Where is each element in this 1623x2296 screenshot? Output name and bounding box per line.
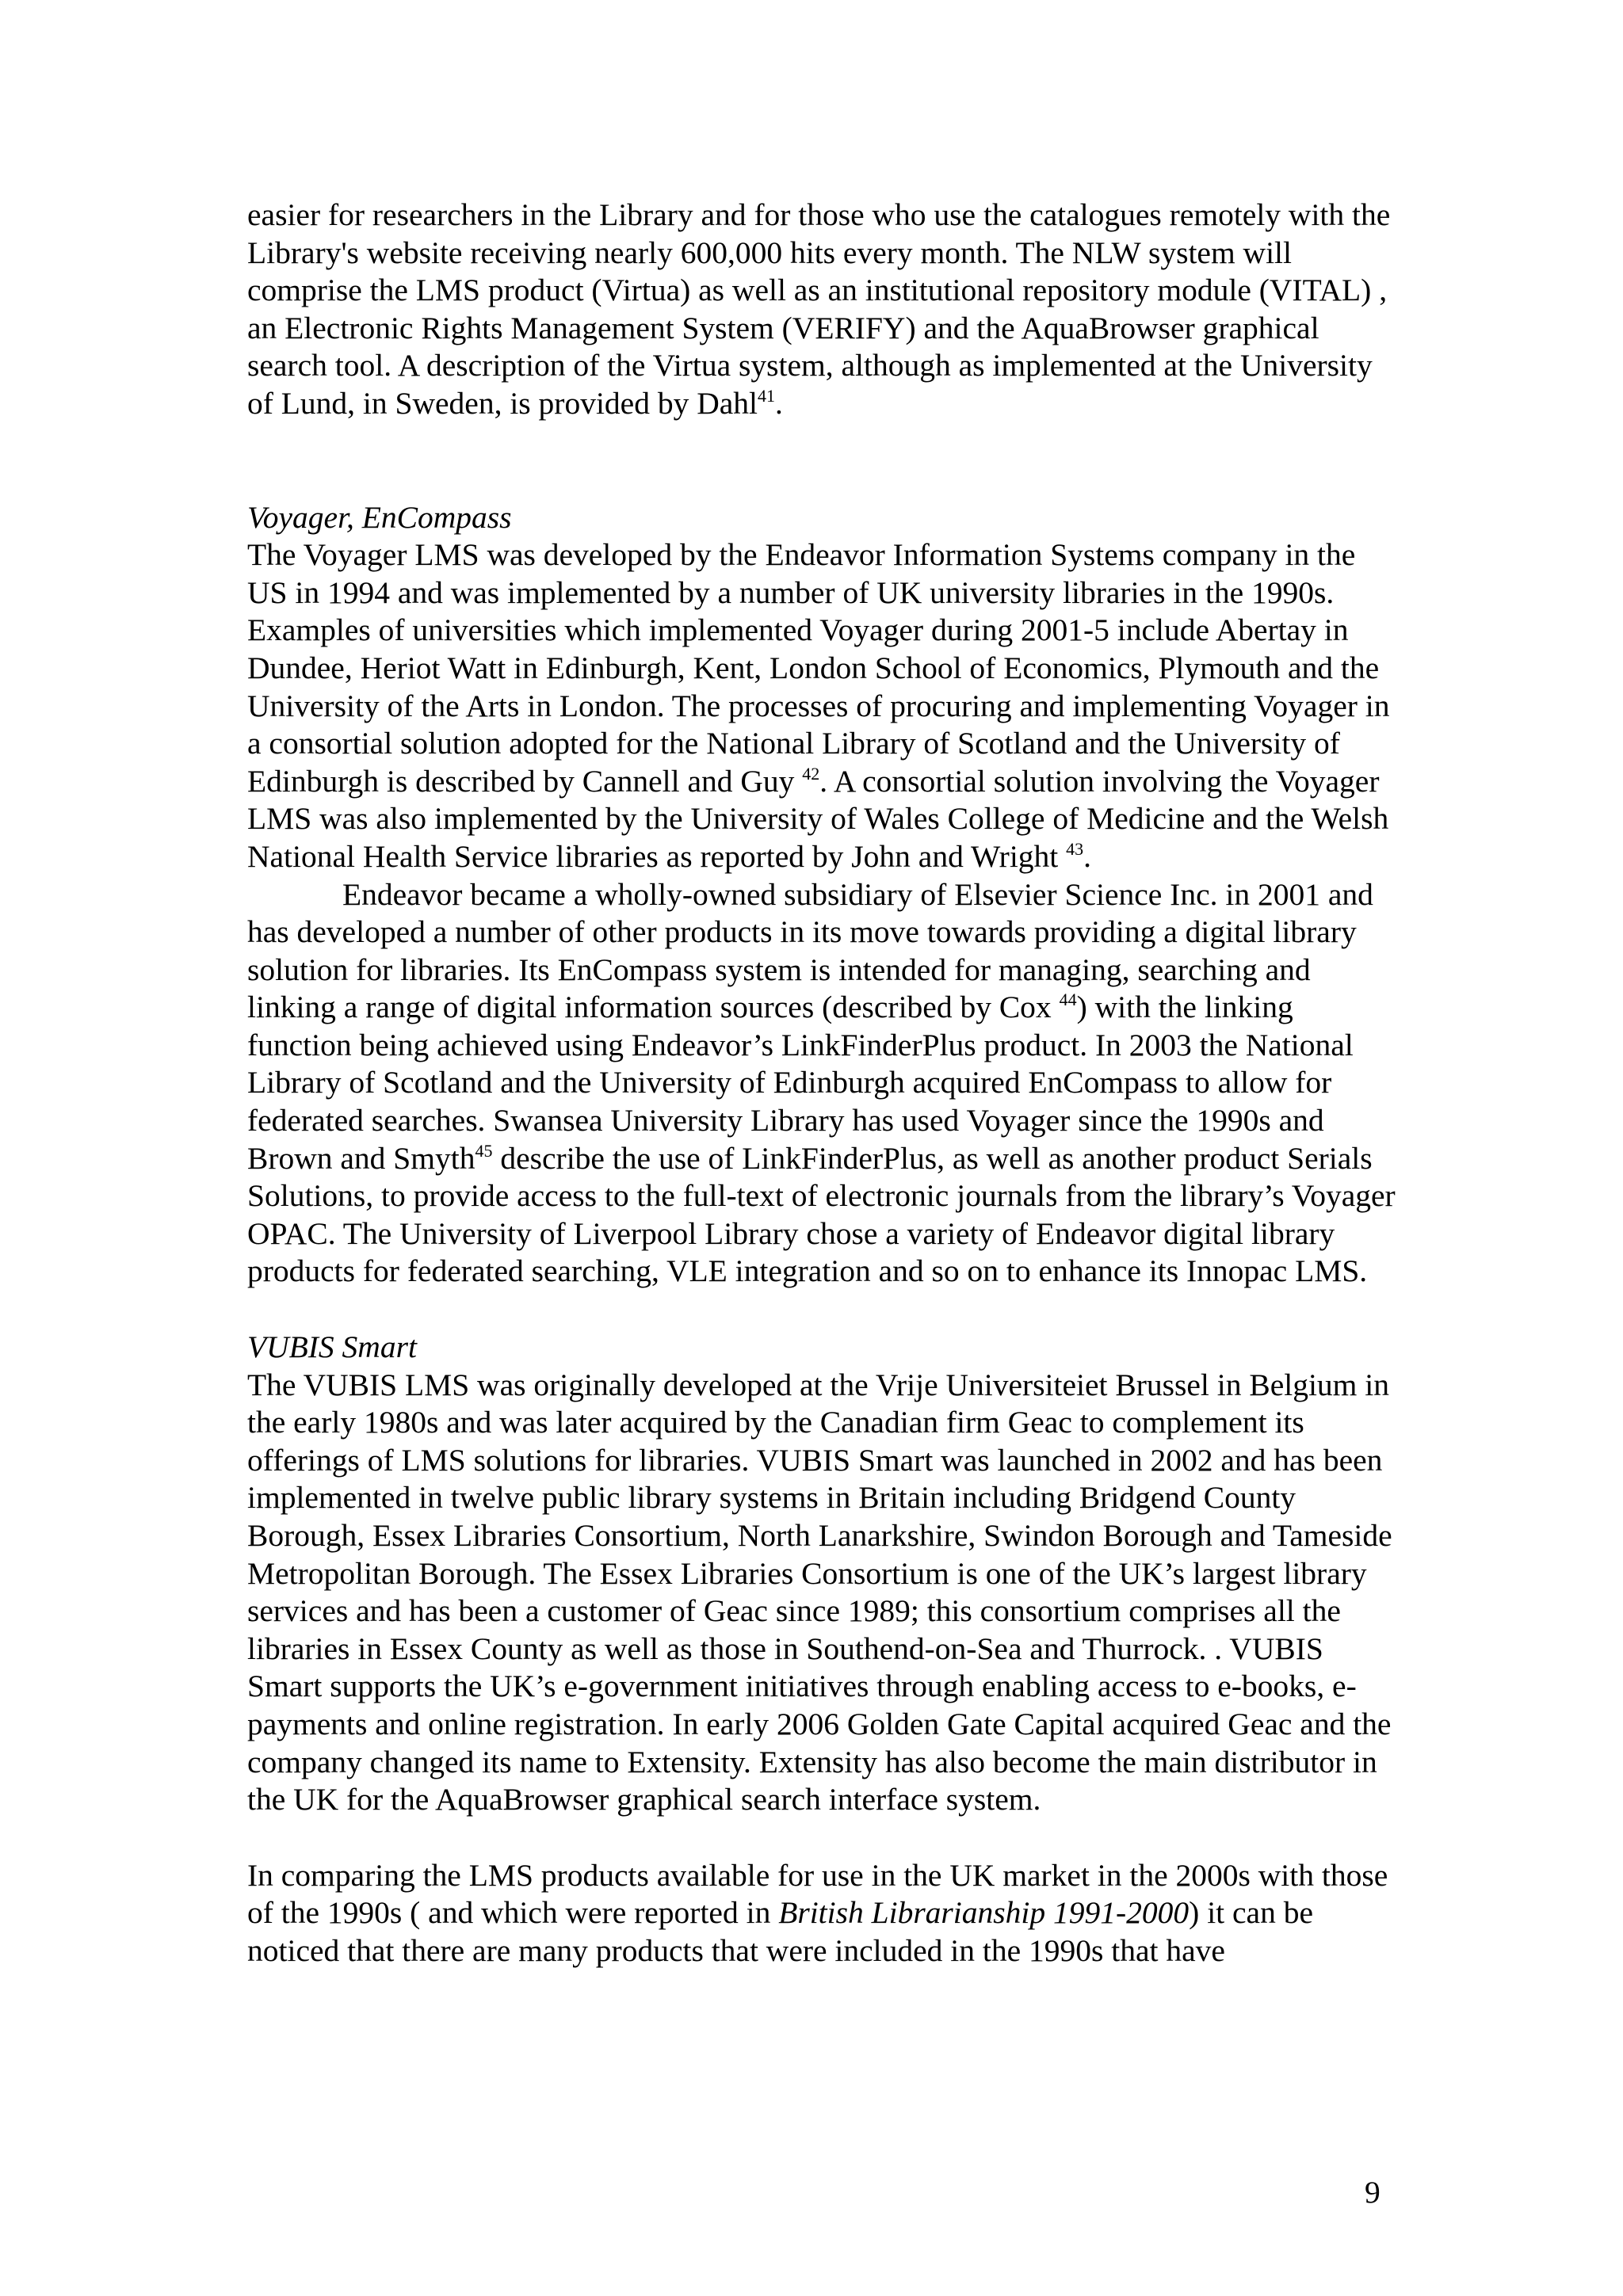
paragraph-nlw-system [247, 196, 1396, 423]
paragraph-text: describe the use of LinkFinderPlus, as well as another product Serials Solutions, to provide access to the full-text of electronic journals from the library’s Voyager OPAC. The University of Liverpool Library chose a variety of Endeavor digital library products for federated searching, VLE integration and so on to enhance its Innopac LMS. [247, 1140, 1396, 1289]
footnote-ref: 45 [475, 1140, 493, 1161]
spacer [247, 1291, 1396, 1329]
paragraph-text: ) with the linking function being achieved using Endeavor’s LinkFinderPlus product. In 2003 the National Library of Scotland and the University of Edinburgh acquired EnCompass to allow for federated searches. Swansea University Library has used Voyager since the 1990s and Brown and Smyth [247, 990, 1354, 1176]
paragraph-text: In comparing the LMS products available for use in the UK market in the 2000s with those of the 1990s ( and which were reported in [247, 1857, 1388, 1931]
paragraph-voyager [247, 536, 1396, 875]
footnote-ref: 43 [1066, 838, 1084, 859]
paragraph-text: The Voyager LMS was developed by the Endeavor Information Systems company in the US in 1994 and was implemented by a number of UK university libraries in the 1990s. Examples of universities which implemented Voyager during 2001-5 include Abertay in Dundee, Heriot Watt in Edinburgh, Kent, London School of Economics, Plymouth and the University of the Arts in London. The processes of procuring and implementing Voyager in a consortial solution adopted for the National Library of Scotland and the University of Edinburgh is described by Cannell and Guy [247, 537, 1390, 799]
section-heading-vubis: VUBIS Smart [247, 1329, 417, 1365]
document-body [247, 196, 1396, 1970]
footnote-ref: 41 [757, 385, 775, 406]
paragraph-text: . [774, 385, 783, 421]
paragraph-comparison [247, 1857, 1396, 1970]
footnote-ref: 44 [1059, 990, 1077, 1010]
paragraph-text: Endeavor became a wholly-owned subsidiary of Elsevier Science Inc. in 2001 and has developed a number of other products in its move towards providing a digital library solution for libraries. Its EnCompass system is intended for managing, searching and linking a range of digital information sources (described by Cox [247, 876, 1373, 1025]
paragraph-text: ) it can be noticed that there are many products that were included in the 1990s that have [247, 1895, 1313, 1968]
paragraph-vubis: The VUBIS LMS was originally developed at the Vrije Universiteiet Brussel in Belgium in the early 1980s and was later acquired by the Canadian firm Geac to complement its offerings of LMS solutions for libraries. VUBIS Smart was launched in 2002 and has been implemented in twelve public library systems in Britain including Bridgend County Borough, Essex Libraries Consortium, North Lanarkshire, Swindon Borough and Tameside Metropolitan Borough. The Essex Libraries Consortium is one of the UK’s largest library services and has been a customer of Geac since 1989; this consortium comprises all the libraries in Essex County as well as those in Southend-on-Sea and Thurrock. . VUBIS Smart supports the UK’s e-government initiatives through enabling access to e-books, e-payments and online registration. In early 2006 Golden Gate Capital acquired Geac and the company changed its name to Extensity. Extensity has also become the main distributor in the UK for the AquaBrowser graphical search interface system. [247, 1367, 1392, 1817]
footnote-ref: 42 [802, 763, 820, 784]
spacer [247, 1819, 1396, 1857]
paragraph-text: easier for researchers in the Library and for those who use the catalogues remotely with the Library's website receiving nearly 600,000 hits every month. The NLW system will comprise the LMS product (Virtua) as well as an institutional repository module (VITAL) , an Electronic Rights Management System (VERIFY) and the AquaBrowser graphical search tool. A description of the Virtua system, although as implemented at the University of Lund, in Sweden, is provided by Dahl [247, 197, 1391, 421]
paragraph-endeavor [247, 876, 1396, 1291]
page-number: 9 [1365, 2175, 1381, 2210]
paragraph-text: . A consortial solution involving the Voyager LMS was also implemented by the University of Wales College of Medicine and the Welsh National Health Service libraries as reported by John and Wright [247, 763, 1389, 874]
paragraph-text: . [1083, 838, 1092, 874]
book-title: British Librarianship 1991-2000 [778, 1895, 1190, 1931]
spacer [247, 423, 1396, 499]
section-heading-voyager: Voyager, EnCompass [247, 499, 512, 535]
